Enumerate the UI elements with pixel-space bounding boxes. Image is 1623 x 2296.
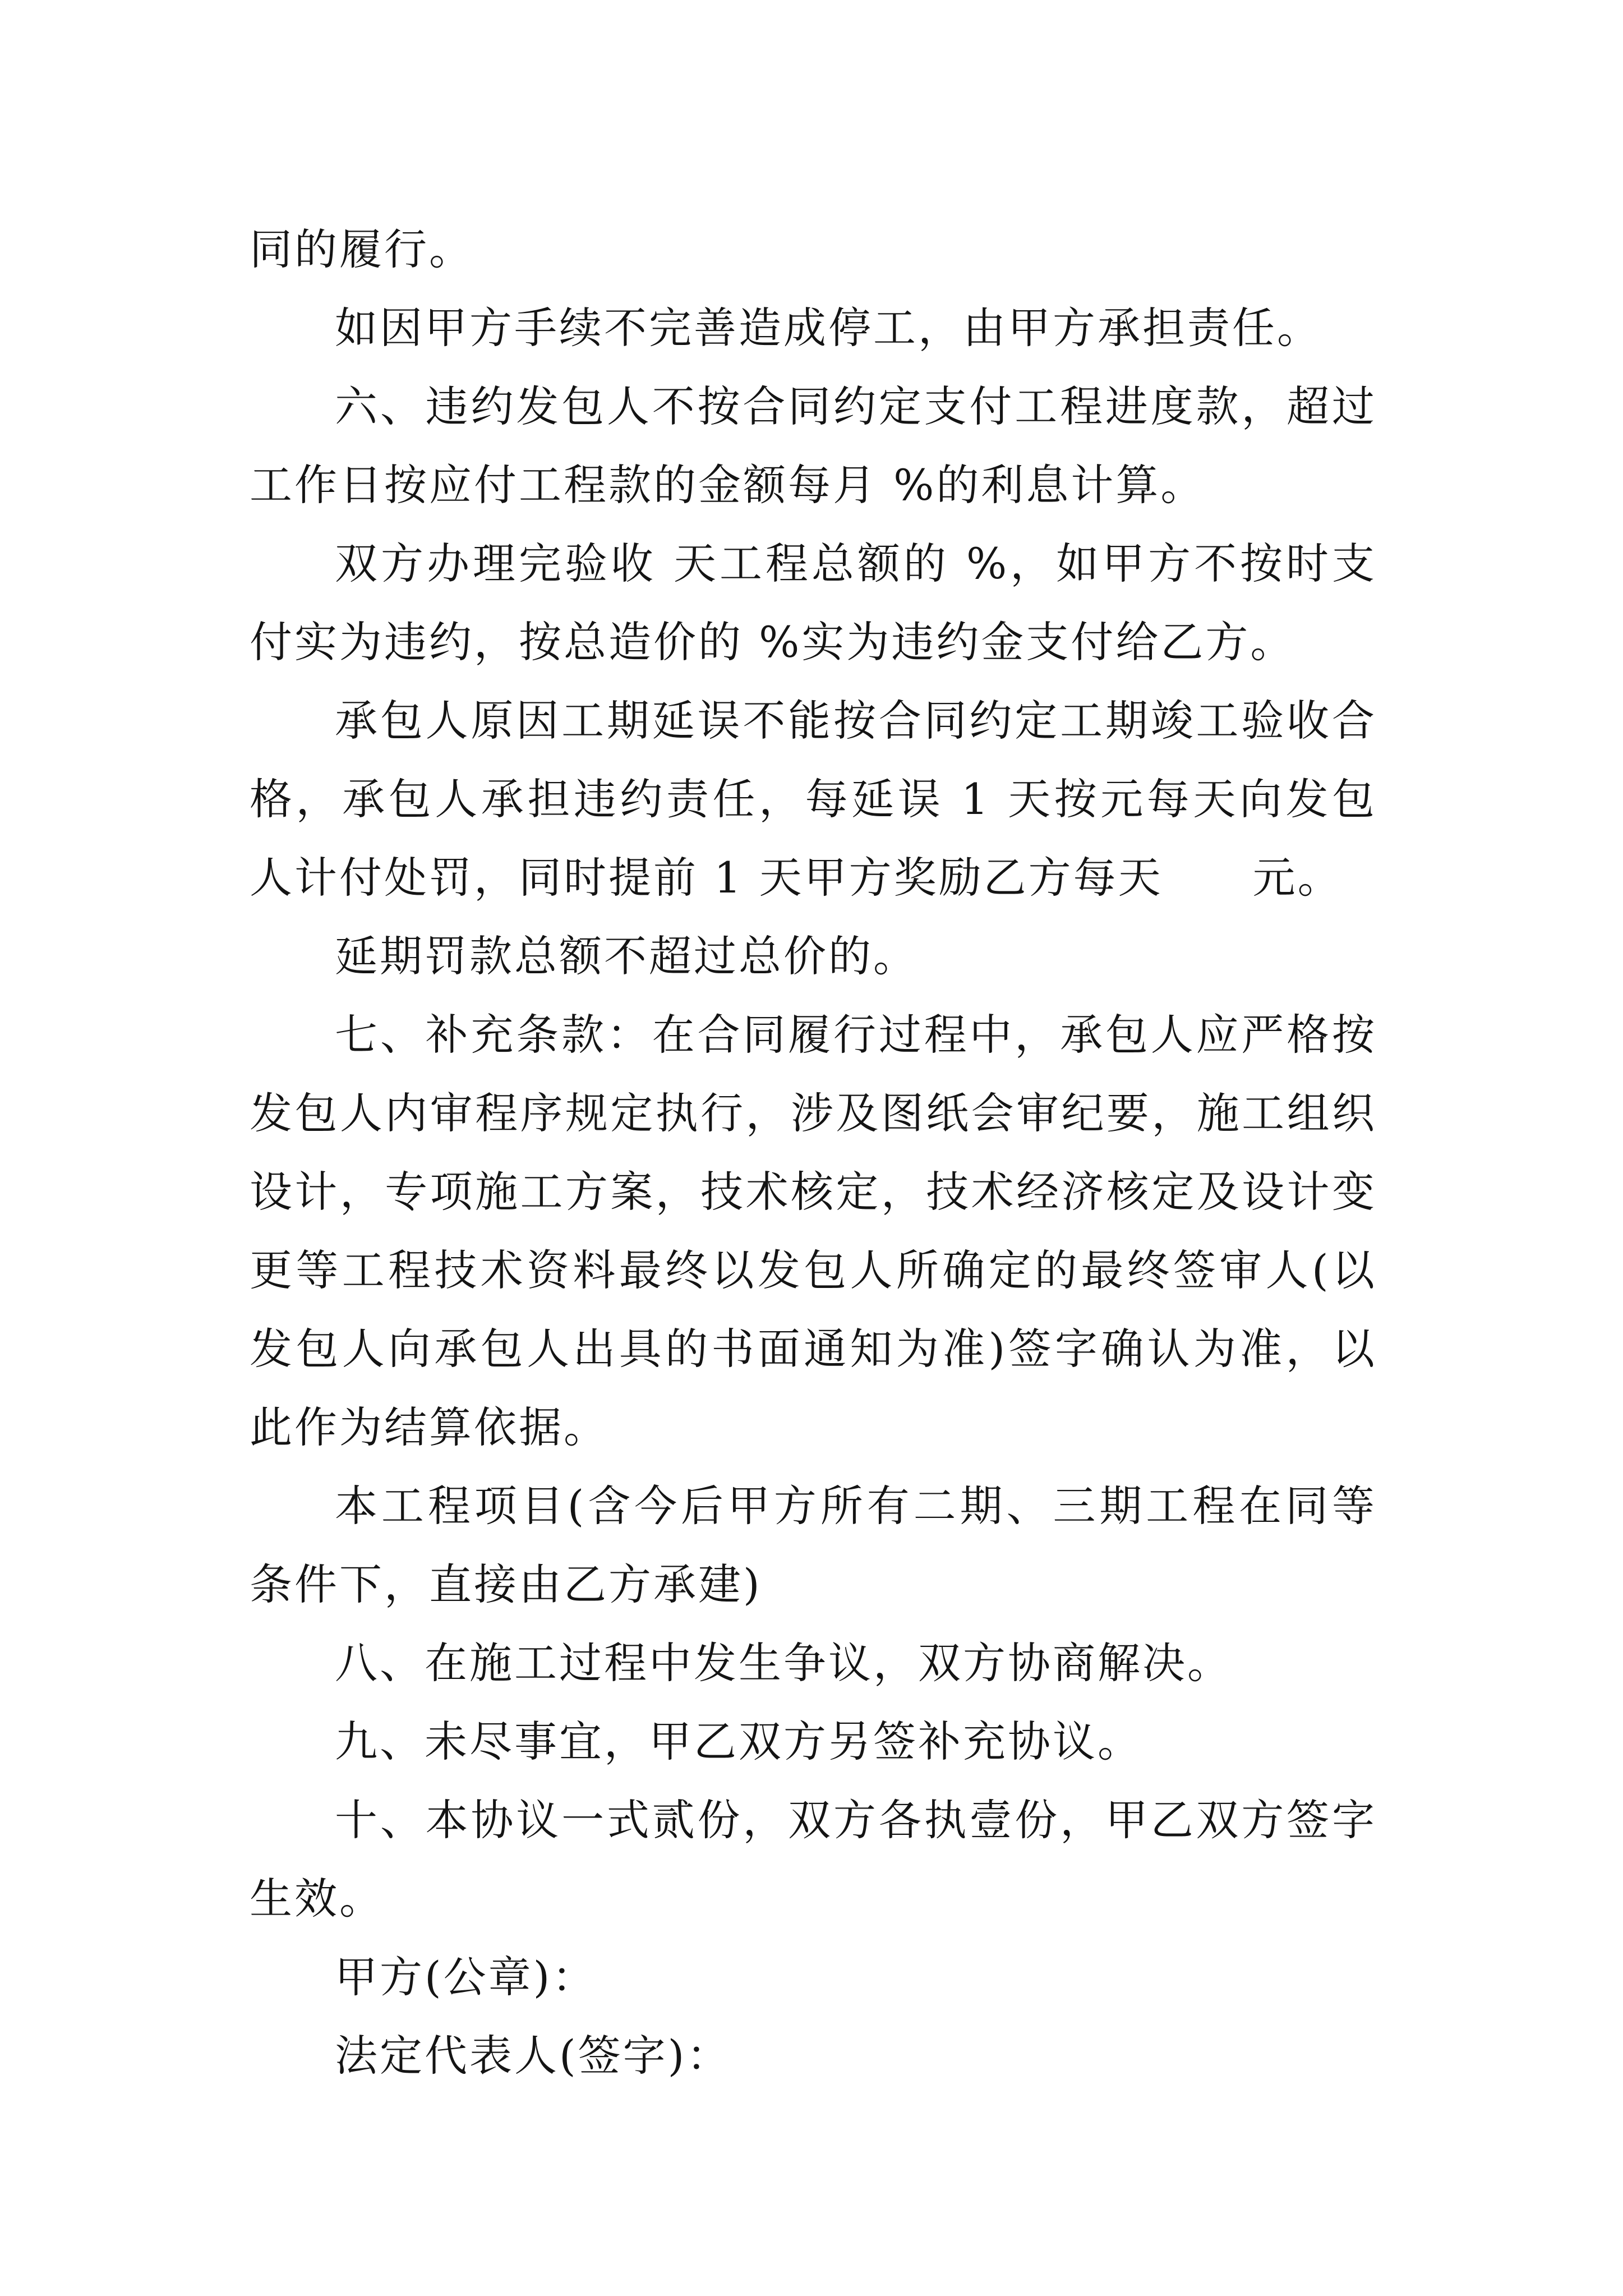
paragraph-project-scope: 本工程项目(含今后甲方所有二期、三期工程在同等条件下，直接由乙方承建)	[250, 1481, 1377, 1609]
paragraph-clause-nine-matters: 九、未尽事宜，甲乙双方另签补充协议。	[335, 1717, 1142, 1766]
paragraph-clause-ten-copies: 十、本协议一式贰份，双方各执壹份，甲乙双方签字生效。	[250, 1795, 1377, 1924]
party-a-seal-line: 甲方(公章)：	[335, 1952, 597, 2002]
paragraph-clause-six-breach: 六、违约发包人不按合同约定支付工程进度款，超过工作日按应付工程款的金额每月 %的利息计算。	[250, 381, 1377, 510]
paragraph-delay-penalty: 承包人原因工期延误不能按合同约定工期竣工验收合格，承包人承担违约责任，每延误 1 天按元每天向发包人计付处罚，同时提前 1 天甲方奖励乙方每天 元。	[250, 696, 1377, 903]
legal-representative-line: 法定代表人(签字)：	[335, 2031, 732, 2081]
paragraph-continuation: 同的履行。	[250, 224, 474, 274]
paragraph-clause-eight-dispute: 八、在施工过程中发生争议，双方协商解决。	[335, 1638, 1232, 1688]
paragraph-clause-seven-supplementary: 七、补充条款：在合同履行过程中，承包人应严格按发包人内审程序规定执行，涉及图纸会审纪要，施工组织设计，专项施工方案，技术核定，技术经济核定及设计变更等工程技术资料最终以发包人所确定的最终签审人(以发包人向承包人出具的书面通知为准)签字确认为准，以此作为结算依据。	[250, 1010, 1377, 1452]
paragraph-acceptance-payment: 双方办理完验收 天工程总额的 %，如甲方不按时支付实为违约，按总造价的 %实为违约金支付给乙方。	[250, 539, 1377, 667]
paragraph-stoppage-liability: 如因甲方手续不完善造成停工，由甲方承担责任。	[335, 303, 1322, 353]
contract-body	[250, 210, 1377, 2095]
paragraph-penalty-cap: 延期罚款总额不超过总价的。	[335, 931, 918, 981]
